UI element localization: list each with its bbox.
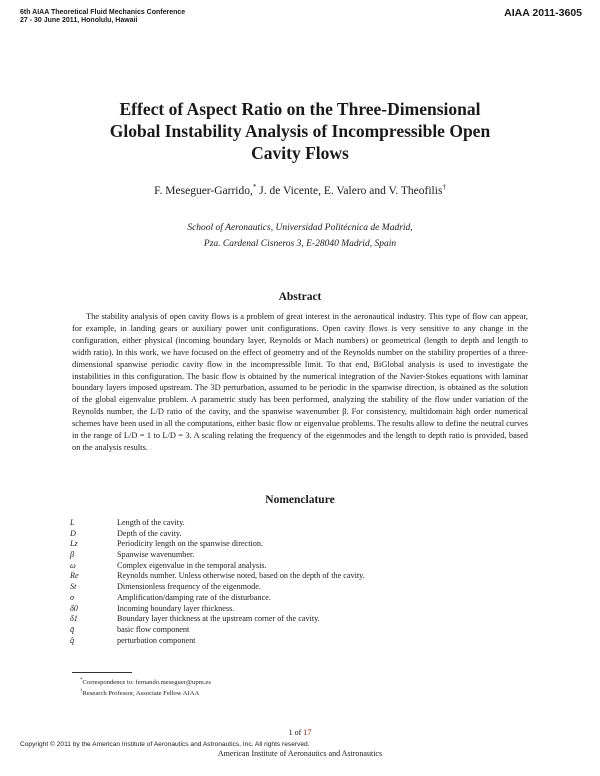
- paper-title: [60, 98, 540, 164]
- conference-name: 6th AIAA Theoretical Fluid Mechanics Conference: [20, 9, 186, 16]
- footnote-mark-dagger: †: [442, 183, 446, 191]
- nomenclature-definition: basic flow component: [117, 624, 190, 634]
- nomenclature-definition: Boundary layer thickness at the upstream corner of the cavity.: [117, 614, 320, 624]
- nomenclature-symbol: Re: [70, 571, 79, 581]
- nomenclature-row: [70, 582, 497, 593]
- nomenclature-definition: Complex eigenvalue in the temporal analysis.: [117, 560, 267, 570]
- author-rest: J. de Vicente, E. Valero and V. Theofilis: [256, 184, 443, 197]
- nomenclature-definition: Incoming boundary layer thickness.: [117, 603, 235, 613]
- nomenclature-list: [70, 518, 497, 646]
- nomenclature-row: [70, 604, 497, 615]
- footnote-correspondence: [80, 676, 211, 687]
- author-list: [60, 183, 540, 197]
- affiliation-address: Pza. Cardenal Cisneros 3, E-28040 Madrid, Spain: [203, 239, 397, 249]
- page-total-link[interactable]: 17: [303, 728, 312, 737]
- conference-header: [20, 9, 185, 25]
- page-number: [0, 728, 600, 737]
- nomenclature-row: [70, 593, 497, 604]
- nomenclature-symbol: D: [70, 528, 76, 538]
- nomenclature-symbol: q̄: [70, 624, 75, 634]
- abstract-body: The stability analysis of open cavity flows is a problem of great interest in the aeronautical industry. This type of flow can appear, for example, in landing gears or auxiliary power unit configurations. Open cavity flows is very sensitive to any change in the configuration, either physical (incoming boundary layer, Reynolds or Mach numbers) or geometrical (length to depth and length to width ratio). In this work, we have focused on the effect of geometry and of the Reynolds number on the stability properties of a three-dimensional spanwise periodic cavity flow in the incompressible limit. To that end, BiGlobal analysis is used to investigate the instabilities in this configuration. The basic flow is obtained by the numerical integration of the Navier-Stokes equations with laminar boundary layers imposed upstream. The 3D perturbation, assumed to be periodic in the spanwise direction, is obtained as the solution of the global eigenvalue problem. A parametric study has been performed, analyzing the stability of the flow under variation of the Reynolds number, the L/D ratio of the cavity, and the spanwise wavenumber β. For consistency, multidomain high order numerical schemes have been used in all the computations, either basic flow or eigenvalue problems. The results allow to define the neutral curves in the range of L/D = 1 to L/D = 3. A scaling relating the frequency of the eigenmodes and the length to depth ratio is provided, based on the analysis results.: [72, 312, 528, 452]
- footnote-mark-dagger: †: [80, 689, 83, 695]
- nomenclature-row: [70, 518, 497, 529]
- author-first: F. Meseguer-Garrido,: [154, 184, 253, 197]
- nomenclature-symbol: σ: [70, 592, 75, 602]
- affiliation-line: School of Aeronautics, Universidad Politécnica de Madrid,: [187, 223, 413, 233]
- footnotes: [80, 676, 211, 698]
- nomenclature-symbol: ω: [70, 560, 76, 570]
- nomenclature-symbol: δ0: [70, 603, 78, 613]
- nomenclature-definition: Spanwise wavenumber.: [117, 550, 195, 560]
- nomenclature-row: [70, 539, 497, 550]
- nomenclature-symbol: St: [70, 582, 77, 592]
- title-line: Global Instability Analysis of Incompressible Open: [109, 121, 491, 141]
- nomenclature-definition: Length of the cavity.: [117, 518, 185, 527]
- nomenclature-definition: Amplification/damping rate of the disturbance.: [117, 592, 271, 602]
- nomenclature-symbol: q̂: [70, 635, 75, 645]
- nomenclature-row: [70, 636, 497, 647]
- footnote-divider: [72, 672, 132, 673]
- nomenclature-row: [70, 550, 497, 561]
- nomenclature-symbol: L: [70, 518, 75, 527]
- nomenclature-definition: Reynolds number. Unless otherwise noted, based on the depth of the cavity.: [117, 571, 365, 581]
- title-line: Cavity Flows: [251, 143, 349, 163]
- title-line: Effect of Aspect Ratio on the Three-Dimensional: [119, 99, 481, 119]
- footer-institute: American Institute of Aeronautics and Astronautics: [217, 749, 383, 758]
- nomenclature-definition: Dimensionless frequency of the eigenmode.: [117, 582, 261, 592]
- conference-dates: 27 - 30 June 2011, Honolulu, Hawaii: [20, 17, 138, 24]
- nomenclature-symbol: β: [70, 550, 75, 560]
- nomenclature-symbol: Lz: [70, 539, 78, 549]
- nomenclature-row: [70, 529, 497, 540]
- copyright-notice: Copyright © 2011 by the American Institute of Aeronautics and Astronautics, Inc. All rights reserved.: [20, 741, 310, 748]
- nomenclature-row: [70, 571, 497, 582]
- nomenclature-row: [70, 561, 497, 572]
- footnote-mark-star: *: [252, 183, 257, 191]
- footnote-position: [80, 687, 211, 698]
- nomenclature-definition: Periodicity length on the spanwise direction.: [117, 539, 263, 549]
- paper-id: AIAA 2011-3605: [504, 7, 582, 19]
- footnote-text: Correspondence to: fernando.meseguer@upm.es: [82, 679, 211, 687]
- nomenclature-symbol: δ1: [70, 614, 78, 624]
- nomenclature-row: [70, 614, 497, 625]
- nomenclature-heading: Nomenclature: [265, 494, 335, 506]
- nomenclature-definition: perturbation component: [117, 635, 196, 645]
- affiliation: [60, 220, 540, 252]
- footnote-mark-star: *: [80, 678, 83, 683]
- nomenclature-definition: Depth of the cavity.: [117, 528, 182, 538]
- abstract-heading: Abstract: [278, 291, 322, 303]
- nomenclature-row: [70, 625, 497, 636]
- footnote-text: Research Professor, Associate Fellow AIAA: [82, 690, 200, 698]
- page-number-prefix: 1 of: [288, 728, 304, 737]
